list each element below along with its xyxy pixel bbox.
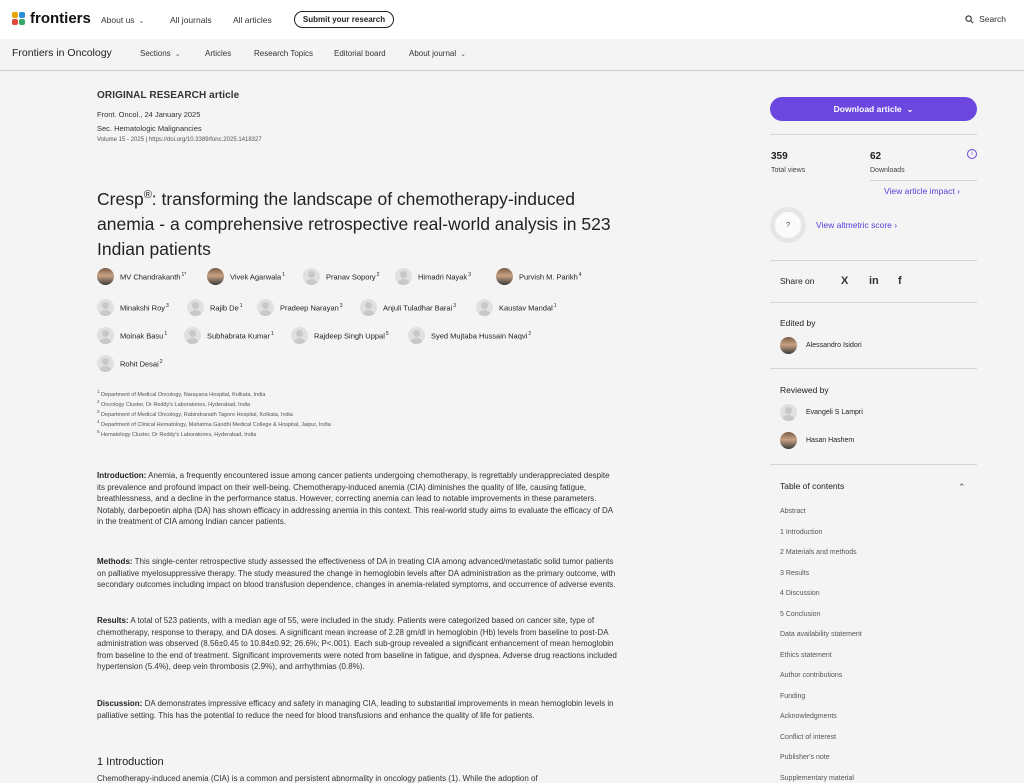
chevron-down-icon: ⌄ <box>174 51 181 58</box>
reviewed-by-label: Reviewed by <box>780 385 829 395</box>
article-citation: Front. Oncol., 24 January 2025 <box>97 110 201 119</box>
avatar <box>780 337 797 354</box>
author[interactable] <box>97 299 169 316</box>
avatar <box>97 327 114 344</box>
author[interactable] <box>496 268 582 285</box>
author[interactable] <box>291 327 389 344</box>
download-article-button[interactable] <box>770 97 977 121</box>
search-button[interactable] <box>965 14 1006 24</box>
top-navigation-bar <box>0 0 1024 39</box>
divider <box>770 464 977 465</box>
abstract-introduction <box>97 470 617 528</box>
altmetric-link-label: View altmetric score <box>816 220 892 230</box>
author[interactable] <box>207 268 285 285</box>
chevron-down-icon: ⌄ <box>460 51 467 58</box>
total-views-label: Total views <box>771 167 806 174</box>
author[interactable] <box>97 268 186 285</box>
toc-item[interactable]: 5 Conclusion <box>780 610 821 618</box>
avatar <box>97 299 114 316</box>
registered-mark: ® <box>143 188 152 201</box>
author-affiliation-marker: 1* <box>181 271 187 278</box>
toc-item[interactable]: Data availability statement <box>780 631 862 638</box>
view-altmetric-link[interactable] <box>816 220 897 230</box>
avatar <box>360 299 377 316</box>
toc-item[interactable]: Publisher's note <box>780 754 830 761</box>
avatar <box>780 404 797 421</box>
table-of-contents-heading[interactable]: Table of contents <box>780 481 845 491</box>
author-affiliation-marker: 1 <box>282 271 285 278</box>
article-title <box>97 183 617 262</box>
share-on-label: Share on <box>780 276 815 286</box>
avatar <box>496 268 513 285</box>
nav-sections-label: Sections <box>140 49 171 58</box>
author-affiliation-marker: 3 <box>468 271 471 278</box>
edited-by-label: Edited by <box>780 318 816 328</box>
author[interactable] <box>360 299 456 316</box>
avatar <box>291 327 308 344</box>
author-name: Rajdeep Singh Uppal$^5$ <box>314 330 389 341</box>
author-name: MV Chandrakanth$^{1*}$ <box>120 271 187 282</box>
view-article-impact-link[interactable] <box>884 186 960 196</box>
affiliation-text: Department of Medical Oncology, Rabindranath Tagore Hospital, Kolkata, India <box>99 411 293 418</box>
nav-about-journal[interactable] <box>409 49 466 58</box>
author[interactable] <box>184 327 274 344</box>
download-label: Download article <box>833 104 902 114</box>
abstract-label: Results: <box>97 616 129 625</box>
nav-sections[interactable] <box>140 49 181 58</box>
chevron-down-icon: ⌄ <box>906 104 914 114</box>
total-views-count: 359 <box>771 151 788 162</box>
author-name: Anjuli Tuladhar Barai$^3$ <box>383 302 456 313</box>
author[interactable] <box>97 327 167 344</box>
affiliation-number: 5 <box>97 429 100 434</box>
downloads-count: 62 <box>870 151 882 162</box>
avatar <box>476 299 493 316</box>
author-affiliation-marker: 3 <box>453 302 456 309</box>
editor[interactable] <box>780 337 862 354</box>
abstract-discussion <box>97 698 617 721</box>
abstract-text: This single-center retrospective study assessed the effectiveness of DA in treating CIA among advanced/metastatic solid tumor patients on palliative myelosuppressive therapy. The study measured the change in hemoglobin levels after DA administration as the primary outcome, with secondary outcomes including impact on blood transfusion dependence, changes in anemia-related symptoms, and occurrence of adverse events. <box>97 557 616 589</box>
author-affiliation-marker: 5 <box>385 330 389 337</box>
author-affiliation-marker: 2 <box>159 358 163 365</box>
author-name: Purvish M. Parikh$^4$ <box>519 271 582 282</box>
author-affiliation-marker: 1 <box>239 302 243 309</box>
avatar <box>97 268 114 285</box>
avatar <box>257 299 274 316</box>
author[interactable] <box>395 268 471 285</box>
nav-all-journals[interactable]: All journals <box>170 15 212 25</box>
avatar <box>184 327 201 344</box>
author-affiliation-marker: 1 <box>270 330 274 337</box>
affiliation-text: Department of Medical Oncology, Narayana Hospital, Kolkata, India <box>99 391 266 398</box>
divider <box>870 180 977 181</box>
avatar <box>303 268 320 285</box>
author-name: Rajib De$^1$ <box>210 302 243 313</box>
toc-item[interactable]: Conflict of interest <box>780 733 837 741</box>
avatar <box>97 355 114 372</box>
downloads-label: Downloads <box>870 167 905 174</box>
affiliation-number: 1 <box>97 389 100 394</box>
search-label: Search <box>979 14 1006 24</box>
introduction-text: Chemotherapy-induced anemia (CIA) is a common and persistent abnormality in oncology patients (1). While the adoption of <box>97 774 538 783</box>
title-word: Cresp <box>97 188 144 209</box>
author-affiliation-marker: 3 <box>166 302 169 309</box>
article-volume-doi[interactable]: Volume 15 - 2025 | https://doi.org/10.3389/fonc.2025.1418327 <box>97 137 262 143</box>
abstract-label: Discussion: <box>97 699 143 708</box>
toc-item[interactable]: Author contributions <box>780 672 843 679</box>
author-name: Pranav Sopory$^2$ <box>326 271 380 282</box>
author-affiliation-marker: 1 <box>164 330 168 337</box>
divider <box>770 302 977 303</box>
author-affiliation-marker: 1 <box>553 302 557 309</box>
affiliation <box>97 429 256 438</box>
editor-name: Alessandro Isidori <box>806 342 862 349</box>
search-icon <box>965 15 974 24</box>
toc-item[interactable]: Ethics statement <box>780 651 832 659</box>
author[interactable] <box>408 327 531 344</box>
author-name: Minakshi Roy$^3$ <box>120 302 169 313</box>
chevron-up-icon[interactable]: ⌃ <box>958 482 966 492</box>
nav-editorial-board[interactable]: Editorial board <box>334 49 386 58</box>
author-name: Moinak Basu$^1$ <box>120 330 168 341</box>
abstract-methods <box>97 556 617 591</box>
toc-item[interactable]: 4 Discussion <box>780 590 820 597</box>
toc-item[interactable]: 1 Introduction <box>780 528 823 536</box>
affiliation-number: 4 <box>97 419 100 424</box>
avatar <box>395 268 412 285</box>
section-heading-introduction: 1 Introduction <box>97 756 164 768</box>
nav-about-us[interactable] <box>101 15 144 25</box>
author[interactable] <box>187 299 243 316</box>
avatar <box>187 299 204 316</box>
reviewer[interactable] <box>780 432 854 449</box>
chevron-right-icon: › <box>957 186 960 196</box>
author-affiliation-marker: 2 <box>528 330 532 337</box>
affiliation-number: 2 <box>97 399 100 404</box>
nav-all-articles[interactable]: All articles <box>233 15 272 25</box>
abstract-text: DA demonstrates impressive efficacy and safety in managing CIA, leading to substantial improvements in mean hemoglobin levels in palliative setting. This has the potential to reduce the need for blood transfusions and enhance the quality of life for patients. <box>97 699 614 720</box>
author-affiliation-marker: 3 <box>339 302 343 309</box>
abstract-text: Anemia, a frequently encountered issue among cancer patients undergoing chemotherapy, is regrettably underappreciated despite its prevalence and profound impact on their well-being. Chemotherapy-induced anemia (CIA) diminishes the quality of life, causing fatigue, breathlessness, and a decline in the performance status. However, correcting anemia can lead to notable improvements in these parameters. Notably, darbepoetin alpha (DA) has shown efficacy in addressing anemia in this context. This real-world study aims to evaluate the efficacy of DA in the treatment of CIA among Indian cancer patients. <box>97 471 613 526</box>
author[interactable] <box>257 299 343 316</box>
abstract-text: A total of 523 patients, with a median age of 55, were included in the study. Patients were categorized based on cancer site, type of chemotherapy, response to therapy, and DA doses. A significant mean increase of 2.28 gm/dl in hemoglobin (Hb) levels from baseline to post-DA administration was observed (8.56±0.45 to 10.84±0.92; 26.6%; P<.001). Each sub-group revealed a significant enhancement of mean hemoglobin from baseline to the end of treatment. Significant improvements were noted from baseline in fatigue, and dyspnea. Adverse drug reactions included hypertension (5.4%), deep vein thrombosis (2.9%), and arrhythmias (0.8%). <box>97 616 617 671</box>
nav-about-us-label: About us <box>101 15 135 25</box>
author-name: Rohit Desai$^2$ <box>120 358 163 369</box>
linkedin-share-icon[interactable]: in <box>869 275 879 287</box>
author-name: Pradeep Narayan$^3$ <box>280 302 343 313</box>
chevron-down-icon: ⌄ <box>138 18 145 25</box>
logo-text: frontiers <box>30 10 91 27</box>
abstract-label: Methods: <box>97 557 133 566</box>
nav-research-topics[interactable]: Research Topics <box>254 49 313 58</box>
toc-item[interactable]: Supplementary material <box>780 774 854 782</box>
divider <box>770 260 977 261</box>
toc-item[interactable]: Funding <box>780 692 806 700</box>
author-affiliation-marker: 4 <box>578 271 582 278</box>
author-affiliation-marker: 2 <box>376 271 380 278</box>
author-name: Vivek Agarwala$^1$ <box>230 271 285 282</box>
affiliation <box>97 419 331 428</box>
affiliation-text: Oncology Cluster, Dr Reddy's Laboratories, Hyderabad, India <box>99 401 251 408</box>
impact-link-label: View article impact <box>884 186 955 196</box>
affiliation-text: Hematology Cluster, Dr Reddy's Laboratories, Hyderabad, India <box>99 431 257 438</box>
toc-item[interactable]: 2 Materials and methods <box>780 549 857 556</box>
title-rest: : transforming the landscape of chemotherapy-induced anemia - a comprehensive retrospective real-world analysis in 523 Indian patients <box>97 188 611 259</box>
frontiers-logo-icon <box>12 12 26 26</box>
avatar <box>780 432 797 449</box>
divider <box>770 368 977 369</box>
author-name: Kaustav Mandal$^1$ <box>499 302 557 313</box>
x-share-icon[interactable]: X <box>841 275 849 287</box>
affiliation <box>97 399 250 408</box>
nav-articles[interactable]: Articles <box>205 49 232 58</box>
author-name: Syed Mujtaba Hussain Naqvi$^2$ <box>431 330 532 341</box>
reviewer[interactable] <box>780 404 863 421</box>
journal-name-link[interactable]: Frontiers in Oncology <box>12 47 112 59</box>
author[interactable] <box>97 355 163 372</box>
article-type: ORIGINAL RESEARCH article <box>97 90 240 101</box>
toc-item[interactable]: 3 Results <box>780 569 810 577</box>
article-section[interactable]: Sec. Hematologic Malignancies <box>97 124 202 133</box>
nav-about-journal-label: About journal <box>409 49 457 58</box>
facebook-share-icon[interactable]: f <box>898 275 902 287</box>
altmetric-score: ? <box>775 212 801 238</box>
affiliation-number: 3 <box>97 409 100 414</box>
affiliation-text: Department of Clinical Hematology, Mahatma Gandhi Medical College & Hospital, Jaipur, India <box>99 421 331 428</box>
frontiers-logo[interactable] <box>12 10 91 27</box>
author-name: Subhabrata Kumar$^1$ <box>207 330 274 341</box>
abstract-label: Introduction: <box>97 471 147 480</box>
toc-item[interactable]: Abstract <box>780 508 806 515</box>
chevron-right-icon: › <box>894 220 898 230</box>
info-icon[interactable]: i <box>967 149 977 159</box>
author[interactable] <box>476 299 557 316</box>
affiliation <box>97 389 265 398</box>
submit-research-button[interactable]: Submit your research <box>294 11 394 28</box>
reviewer-name: Hasan Hashem <box>806 437 855 444</box>
toc-item[interactable]: Acknowledgments <box>780 713 837 720</box>
affiliation <box>97 409 293 418</box>
reviewer-name: Evangeli S Lampri <box>806 409 863 416</box>
abstract-results <box>97 615 617 673</box>
altmetric-badge[interactable] <box>770 207 806 243</box>
avatar <box>207 268 224 285</box>
author[interactable] <box>303 268 379 285</box>
avatar <box>408 327 425 344</box>
author-name: Himadri Nayak$^3$ <box>418 271 471 282</box>
divider <box>770 134 977 135</box>
journal-navigation-bar <box>0 39 1024 71</box>
